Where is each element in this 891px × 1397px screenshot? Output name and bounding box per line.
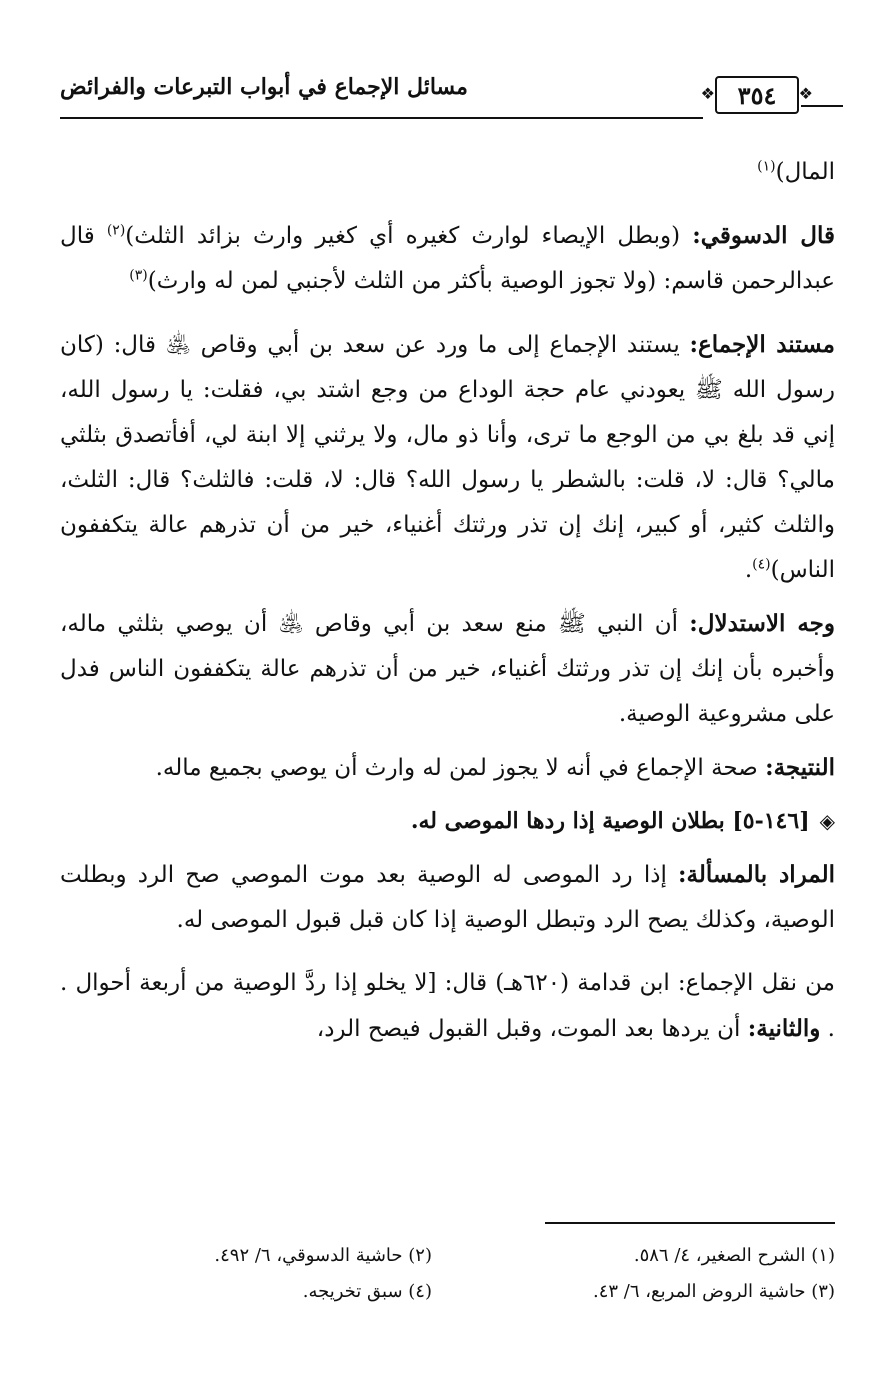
section-heading: ◈[١٤٦-٥] بطلان الوصية إذا ردها الموصى له. xyxy=(60,799,835,844)
paragraph: النتيجة: صحة الإجماع في أنه لا يجوز لمن له وارث أن يوصي بجميع ماله. xyxy=(155,754,835,781)
paragraph: المال)$^{(١)}$ xyxy=(757,158,835,185)
footnote-rule xyxy=(545,1222,835,1224)
label: والثانية: xyxy=(747,1015,821,1042)
footnote-ref: (٤) xyxy=(752,556,771,573)
footnote-ref: (١) xyxy=(757,158,776,175)
footnote: (٣) حاشية الروض المربع، ٦/ ٤٣. xyxy=(592,1281,835,1302)
label: وجه الاستدلال: xyxy=(689,610,835,637)
paragraph: قال الدسوقي: (وبطل الإيصاء لوارث كغيره أي كغير وارث بزائد الثلث)$^{(٢)}$ قال عبدالرحمن قاسم: (ولا تجوز الوصية بأكثر من الثلث لأجنبي لمن له وارث)$^{(٣)}$ xyxy=(60,222,836,294)
paragraph: من نقل الإجماع: ابن قدامة (٦٢٠هـ) قال: [لا يخلو إذا ردَّ الوصية من أربعة أحوال . . والثانية: أن يردها بعد الموت، وقبل القبول فيصح الرد، xyxy=(60,970,835,1042)
footnotes xyxy=(60,1238,835,1310)
body-text xyxy=(60,150,835,1052)
footnote: (١) الشرح الصغير، ٤/ ٥٨٦. xyxy=(633,1245,835,1266)
running-title: مسائل الإجماع في أبواب التبرعات والفرائض xyxy=(60,74,468,100)
header-rule xyxy=(60,117,703,119)
diamond-icon: ◈ xyxy=(819,809,835,833)
footnote-ref: (٣) xyxy=(129,267,148,284)
footnote-ref: (٢) xyxy=(106,222,126,239)
label: النتيجة: xyxy=(765,754,835,781)
page-number: ٣٥٤ xyxy=(715,76,799,114)
ornament-icon: ❖ xyxy=(798,84,813,103)
label: مستند الإجماع: xyxy=(689,331,836,358)
paragraph: المراد بالمسألة: إذا رد الموصى له الوصية بعد موت الموصي صح الرد وبطلت الوصية، وكذلك يصح الرد وتبطل الوصية إذا كان قبل قبول الموصى له. xyxy=(60,861,835,933)
paragraph: مستند الإجماع: يستند الإجماع إلى ما ورد عن سعد بن أبي وقاص ﵁ قال: (كان رسول الله ﷺ يعودني عام حجة الوداع من وجع اشتد بي، فقلت: يا رسول الله، إني قد بلغ بي من الوجع ما ترى، وأنا ذو مال، ولا يرثني إلا ابنة لي، أفأتصدق بثلثي مالي؟ قال: لا، قلت: بالشطر يا رسول الله؟ قال: لا، قلت: فالثلث؟ قال: الثلث، والثلث كثير، أو كبير، إنك إن تذر ورثتك أغنياء، خير من أن تذرهم عالة يتكففون الناس)$^{(٤)}$. xyxy=(60,331,836,583)
footnote: (٢) حاشية الدسوقي، ٦/ ٤٩٢. xyxy=(214,1245,432,1266)
page-number-frame xyxy=(693,76,843,110)
ornament-icon: ❖ xyxy=(700,84,715,103)
paragraph: وجه الاستدلال: أن النبي ﷺ منع سعد بن أبي وقاص ﵁ أن يوصي بثلثي ماله، وأخبره بأن إنك إن تذر ورثتك أغنياء، خير من أن تذرهم عالة يتكففون الناس فدل على مشروعية الوصية. xyxy=(60,610,835,727)
label: المراد بالمسألة: xyxy=(678,861,835,888)
label: قال الدسوقي: xyxy=(692,222,836,249)
footnote: (٤) سبق تخريجه. xyxy=(302,1281,432,1302)
page xyxy=(60,60,835,1340)
